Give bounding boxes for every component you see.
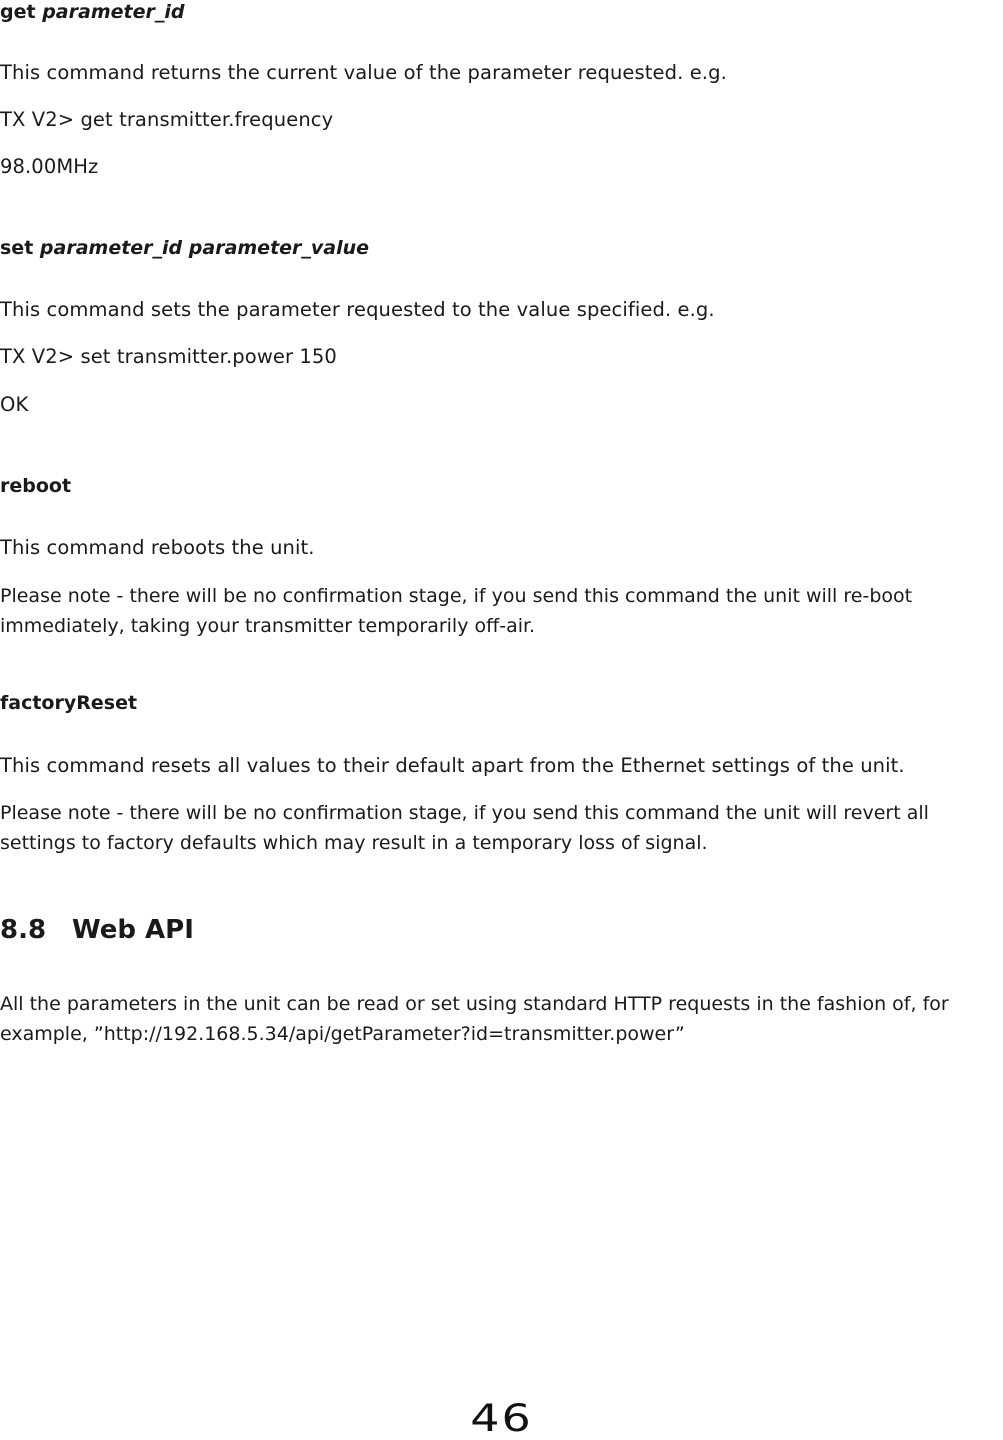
factory-reset-description: This command resets all values to their default apart from the Ethernet settings of the unit.	[0, 754, 905, 777]
reboot-note: Please note - there will be no confirmation stage, if you send this command the unit will re-boot immediately, taking your transmitter temporarily off-air.	[0, 585, 913, 637]
web-api-paragraph: All the parameters in the unit can be read or set using standard HTTP requests in the fashion of, for example, ”http://192.168.5.34/api/getParameter?id=transmitter.power”	[0, 993, 949, 1045]
reboot-description: This command reboots the unit.	[0, 536, 315, 559]
page-number: 46	[470, 1395, 533, 1440]
get-description: This command returns the current value of the parameter requested. e.g.	[0, 61, 727, 84]
factory-reset-note: Please note - there will be no confirmation stage, if you send this command the unit will revert all settings to factory defaults which may result in a temporary loss of signal.	[0, 802, 929, 854]
get-command-heading	[0, 0, 184, 24]
set-example-response: OK	[0, 393, 29, 416]
section-number: 8.8	[0, 915, 47, 945]
get-params: parameter_id	[42, 1, 185, 23]
reboot-command-heading: reboot	[0, 475, 72, 497]
get-example-response: 98.00MHz	[0, 155, 99, 178]
set-params: parameter_id parameter_value	[39, 237, 370, 259]
section-heading-web-api	[0, 913, 194, 947]
section-title: Web API	[72, 915, 194, 945]
get-keyword: get	[0, 1, 36, 23]
set-keyword: set	[0, 237, 34, 259]
set-command-heading	[0, 236, 369, 260]
set-description: This command sets the parameter requested to the value specified. e.g.	[0, 298, 715, 321]
get-example-command: TX V2> get transmitter.frequency	[0, 108, 334, 131]
factory-reset-command-heading: factoryReset	[0, 692, 138, 714]
set-example-command: TX V2> set transmitter.power 150	[0, 345, 337, 368]
